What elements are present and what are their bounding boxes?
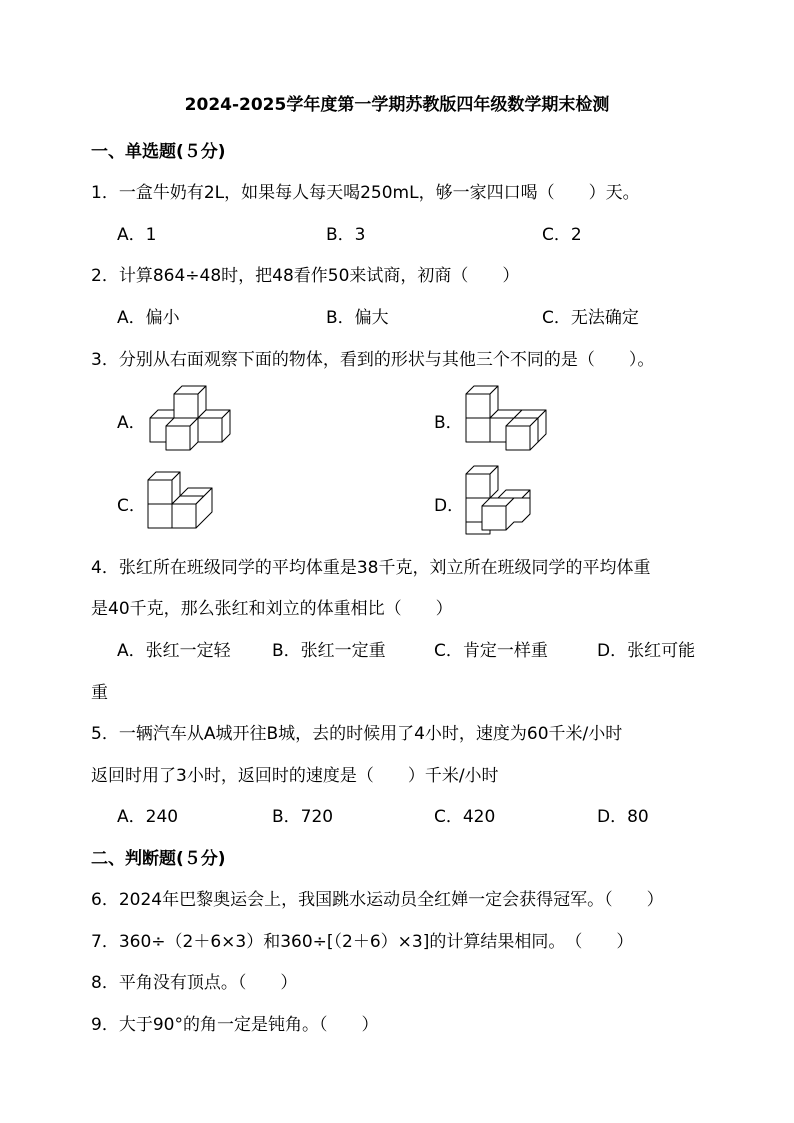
q3-option-d-label: D． [434,496,465,516]
page-title: 2024-2025学年度第一学期苏教版四年级数学期末检测 [184,95,610,115]
q1-option-a: A．1 [117,225,157,245]
q1-option-b: B．3 [326,225,366,245]
section-2-heading: 二、判断题(５分) [91,849,226,869]
q3-option-c-cube-figure [145,468,225,538]
question-7: 7．360÷（2＋6×3）和360÷[（2＋6）×3]的计算结果相同。 （ ） [91,932,634,952]
q4-option-b: B．张红一定重 [272,641,386,661]
question-5-line-2: 返回时用了3小时，返回时的速度是（ ）千米/小时 [91,766,499,786]
q4-option-d-wrap: 重 [91,683,108,703]
q3-option-d-cube-figure [462,462,542,542]
section-1-heading: 一、单选题(５分) [91,142,226,162]
question-1: 1．一盒牛奶有2L，如果每人每天喝250mL，够一家四口喝（ ）天。 [91,183,640,203]
question-4-line-2: 是40千克，那么张红和刘立的体重相比（ ） [91,599,453,619]
q5-option-c: C．420 [434,807,496,827]
q5-option-d: D．80 [597,807,649,827]
question-8: 8．平角没有顶点。（ ） [91,973,298,993]
question-5-line-1: 5．一辆汽车从A城开往B城，去的时候用了4小时，速度为60千米/小时 [91,724,623,744]
question-9: 9．大于90°的角一定是钝角。（ ） [91,1015,379,1035]
q3-option-a-label: A． [117,413,146,433]
q3-option-a-cube-figure [145,382,240,450]
q4-option-a: A．张红一定轻 [117,641,231,661]
q4-option-d: D．张红可能 [597,641,696,661]
q4-option-c: C．肯定一样重 [434,641,548,661]
question-2: 2．计算864÷48时，把48看作50来试商，初商（ ） [91,266,520,286]
q3-option-b-cube-figure [462,382,557,454]
q3-option-b-label: B． [434,413,463,433]
q5-option-b: B．720 [272,807,334,827]
question-6: 6．2024年巴黎奥运会上，我国跳水运动员全红婵一定会获得冠军。（ ） [91,890,664,910]
question-4-line-1: 4．张红所在班级同学的平均体重是38千克，刘立所在班级同学的平均体重 [91,558,651,578]
q3-option-c-label: C． [117,496,146,516]
q2-option-b: B．偏大 [326,308,389,328]
question-3: 3．分别从右面观察下面的物体，看到的形状与其他三个不同的是（ ）。 [91,350,655,370]
q1-option-c: C．2 [542,225,582,245]
q2-option-c: C．无法确定 [542,308,639,328]
q5-option-a: A．240 [117,807,179,827]
q2-option-a: A．偏小 [117,308,180,328]
